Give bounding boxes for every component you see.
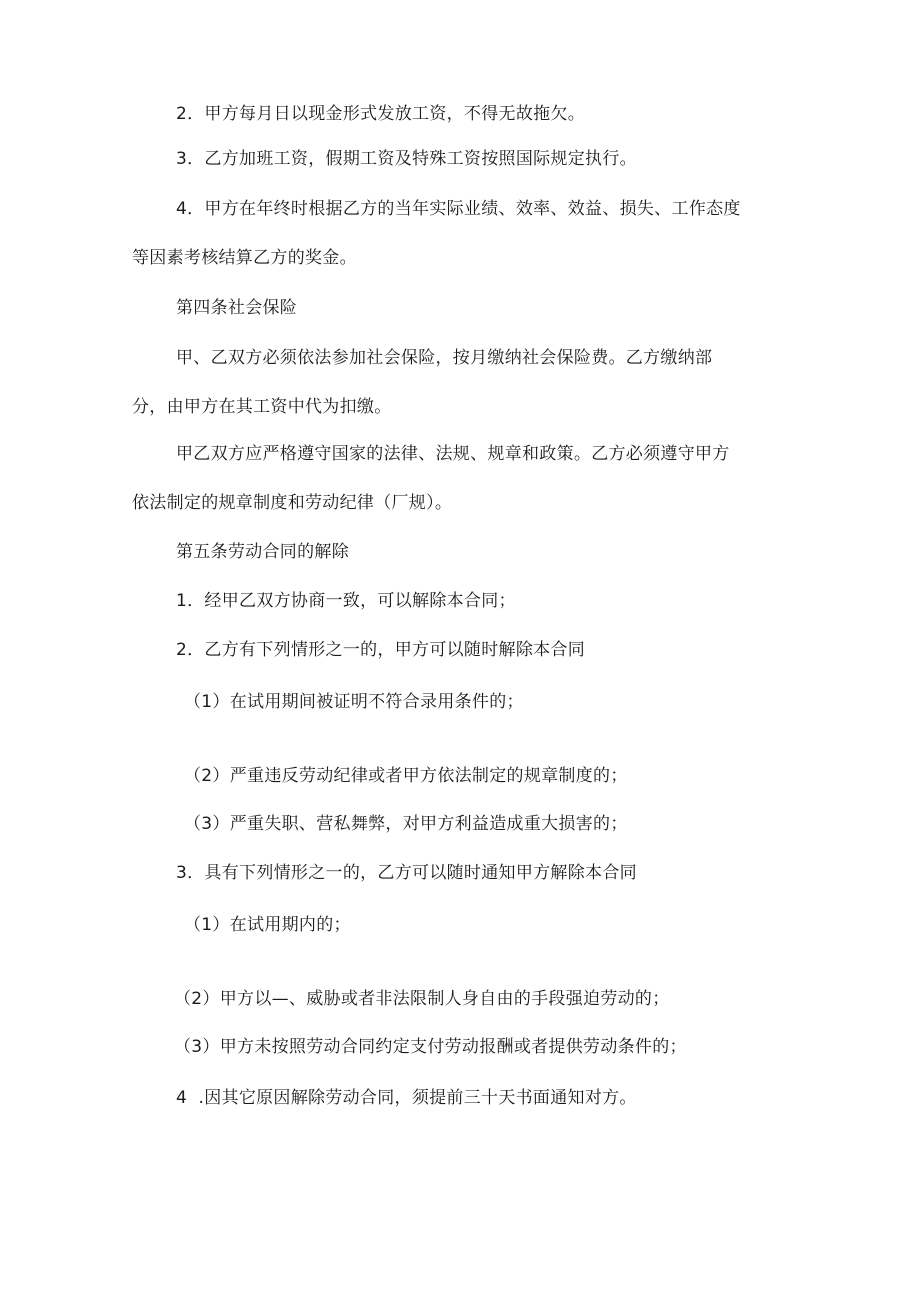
section-heading-4 [176,297,297,319]
clause-3-item-2 [176,103,585,125]
clause-3-item-4 [176,198,741,220]
clause-5-item-4 [176,1087,637,1109]
section-heading-5 [176,541,349,563]
line-text: （3）甲方未按照劳动合同约定支付劳动报酬或者提供劳动条件的； [174,1037,687,1057]
item-number: 4 [176,1088,188,1108]
item-number: 1 [176,591,188,611]
item-number: 3 [176,149,188,169]
clause-4-paragraph-2-cont [132,492,452,514]
clause-5-item-3-sub-2 [174,988,670,1010]
line-text: （1）在试用期间被证明不符合录用条件的； [184,692,524,712]
clause-4-paragraph-1-cont [132,396,392,418]
line-text: （1）在试用期内的； [184,915,351,935]
clause-5-item-2-sub-3 [184,813,628,835]
line-text: 分，由甲方在其工资中代为扣缴。 [132,397,392,417]
line-text: ．甲方在年终时根据乙方的当年实际业绩、效率、效益、损失、工作态度 [187,199,741,219]
item-number: 2 [176,640,188,660]
line-text: 依法制定的规章制度和劳动纪律（厂规）。 [132,493,453,513]
heading-text: 第五条劳动合同的解除 [176,542,349,562]
item-number: 2 [176,104,188,124]
line-text: 等因素考核结算乙方的奖金。 [132,248,357,268]
heading-text: 第四条社会保险 [176,298,298,318]
item-number: 4 [176,199,188,219]
clause-3-item-4-cont [132,247,357,269]
clause-5-item-2 [176,639,585,661]
clause-5-item-3-sub-1 [184,914,351,936]
line-text: （2）甲方以—、威胁或者非法限制人身自由的手段强迫劳动的； [174,989,670,1009]
line-text: ．甲方每月日以现金形式发放工资，不得无故拖欠。 [187,104,586,124]
clause-3-item-3 [176,148,637,170]
line-text: .因其它原因解除劳动合同，须提前三十天书面通知对方。 [187,1088,637,1108]
clause-5-item-3 [176,862,637,884]
clause-4-paragraph-2 [176,443,730,465]
line-text: ．经甲乙双方协商一致，可以解除本合同； [187,591,516,611]
clause-5-item-2-sub-2 [184,765,628,787]
line-text: ．乙方加班工资，假期工资及特殊工资按照国际规定执行。 [187,149,637,169]
clause-5-item-1 [176,590,516,612]
clause-5-item-3-sub-3 [174,1036,687,1058]
line-text: （2）严重违反劳动纪律或者甲方依法制定的规章制度的； [184,766,628,786]
clause-5-item-2-sub-1 [184,691,524,713]
line-text: ．具有下列情形之一的，乙方可以随时通知甲方解除本合同 [187,863,637,883]
line-text: ．乙方有下列情形之一的，甲方可以随时解除本合同 [187,640,586,660]
item-number: 3 [176,863,188,883]
line-text: 甲、乙双方必须依法参加社会保险，按月缴纳社会保险费。乙方缴纳部 [176,348,713,368]
line-text: （3）严重失职、营私舞弊，对甲方利益造成重大损害的； [184,814,628,834]
clause-4-paragraph-1 [176,347,712,369]
line-text: 甲乙双方应严格遵守国家的法律、法规、规章和政策。乙方必须遵守甲方 [176,444,730,464]
